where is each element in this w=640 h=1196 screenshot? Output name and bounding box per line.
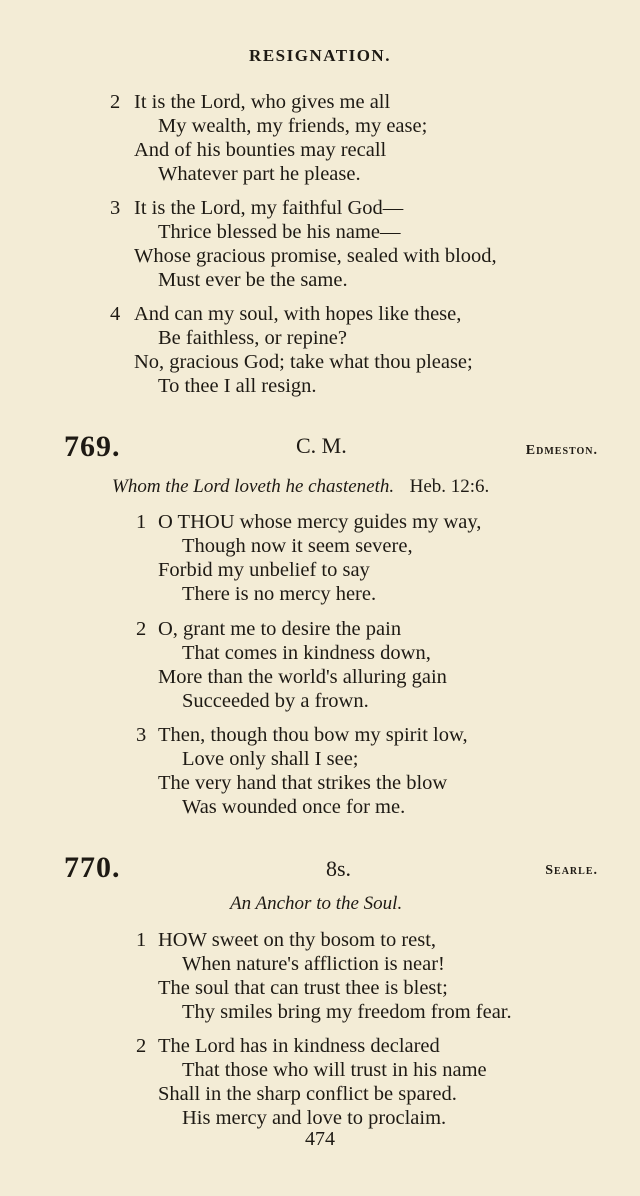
stanza-number: 1 — [136, 511, 147, 533]
hymn-number: 769. — [64, 430, 121, 463]
subtitle-text: Whom the Lord loveth he chasteneth. — [112, 476, 395, 497]
hymn-meter: 8s. — [326, 856, 352, 881]
hymn-meter: C. M. — [296, 433, 347, 458]
scripture-reference: Heb. 12:6. — [409, 476, 490, 497]
verse-line: Though now it seem severe, — [182, 535, 413, 557]
verse-line: Be faithless, or repine? — [158, 327, 347, 349]
verse-line: The very hand that strikes the blow — [158, 772, 448, 794]
stanza-number: 4 — [110, 303, 121, 325]
running-header: RESIGNATION. — [249, 46, 391, 65]
verse-line: When nature's affliction is near! — [182, 953, 445, 975]
page-number: 474 — [305, 1128, 335, 1150]
verse-line: It is the Lord, my faithful God— — [134, 197, 404, 219]
stanza-number: 1 — [136, 929, 147, 951]
stanza-number: 2 — [110, 91, 121, 113]
verse-line: To thee I all resign. — [158, 375, 317, 397]
stanza-number: 2 — [136, 1035, 147, 1057]
verse-line: There is no mercy here. — [182, 583, 377, 605]
hymn-number: 770. — [64, 851, 121, 884]
verse-line: Thrice blessed be his name— — [158, 221, 401, 243]
verse-line: The soul that can trust thee is blest; — [158, 977, 448, 999]
verse-line: Succeeded by a frown. — [182, 690, 369, 712]
verse-line: Then, though thou bow my spirit low, — [158, 724, 468, 746]
verse-line: Whatever part he please. — [158, 163, 361, 185]
stanza-number: 3 — [110, 197, 121, 219]
hymn-subtitle — [112, 476, 489, 498]
verse-line: His mercy and love to proclaim. — [182, 1107, 447, 1129]
verse-line: That those who will trust in his name — [182, 1059, 487, 1081]
verse-line: And of his bounties may recall — [134, 139, 387, 161]
verse-line: Was wounded once for me. — [182, 796, 406, 818]
verse-line: HOW sweet on thy bosom to rest, — [158, 929, 437, 951]
verse-line: Shall in the sharp conflict be spared. — [158, 1083, 457, 1105]
verse-line: Thy smiles bring my freedom from fear. — [182, 1001, 512, 1023]
verse-line: The Lord has in kindness declared — [158, 1035, 440, 1057]
verse-line: My wealth, my friends, my ease; — [158, 115, 428, 137]
hymn-subtitle — [230, 893, 402, 915]
verse-line: Forbid my unbelief to say — [158, 559, 370, 581]
tune-name: Edmeston. — [525, 443, 598, 458]
verse-line: O THOU whose mercy guides my way, — [158, 511, 482, 533]
verse-line: Love only shall I see; — [182, 748, 359, 770]
verse-line: And can my soul, with hopes like these, — [134, 303, 462, 325]
verse-line: O, grant me to desire the pain — [158, 618, 402, 640]
stanza-number: 2 — [136, 618, 147, 640]
verse-line: Must ever be the same. — [158, 269, 348, 291]
verse-line: No, gracious God; take what thou please; — [134, 351, 473, 373]
verse-line: It is the Lord, who gives me all — [134, 91, 391, 113]
verse-line: Whose gracious promise, sealed with blood, — [134, 245, 497, 267]
verse-line: More than the world's alluring gain — [158, 666, 447, 688]
subtitle-text: An Anchor to the Soul. — [230, 893, 403, 914]
stanza-number: 3 — [136, 724, 147, 746]
verse-line: That comes in kindness down, — [182, 642, 431, 664]
tune-name: Searle. — [545, 863, 598, 878]
